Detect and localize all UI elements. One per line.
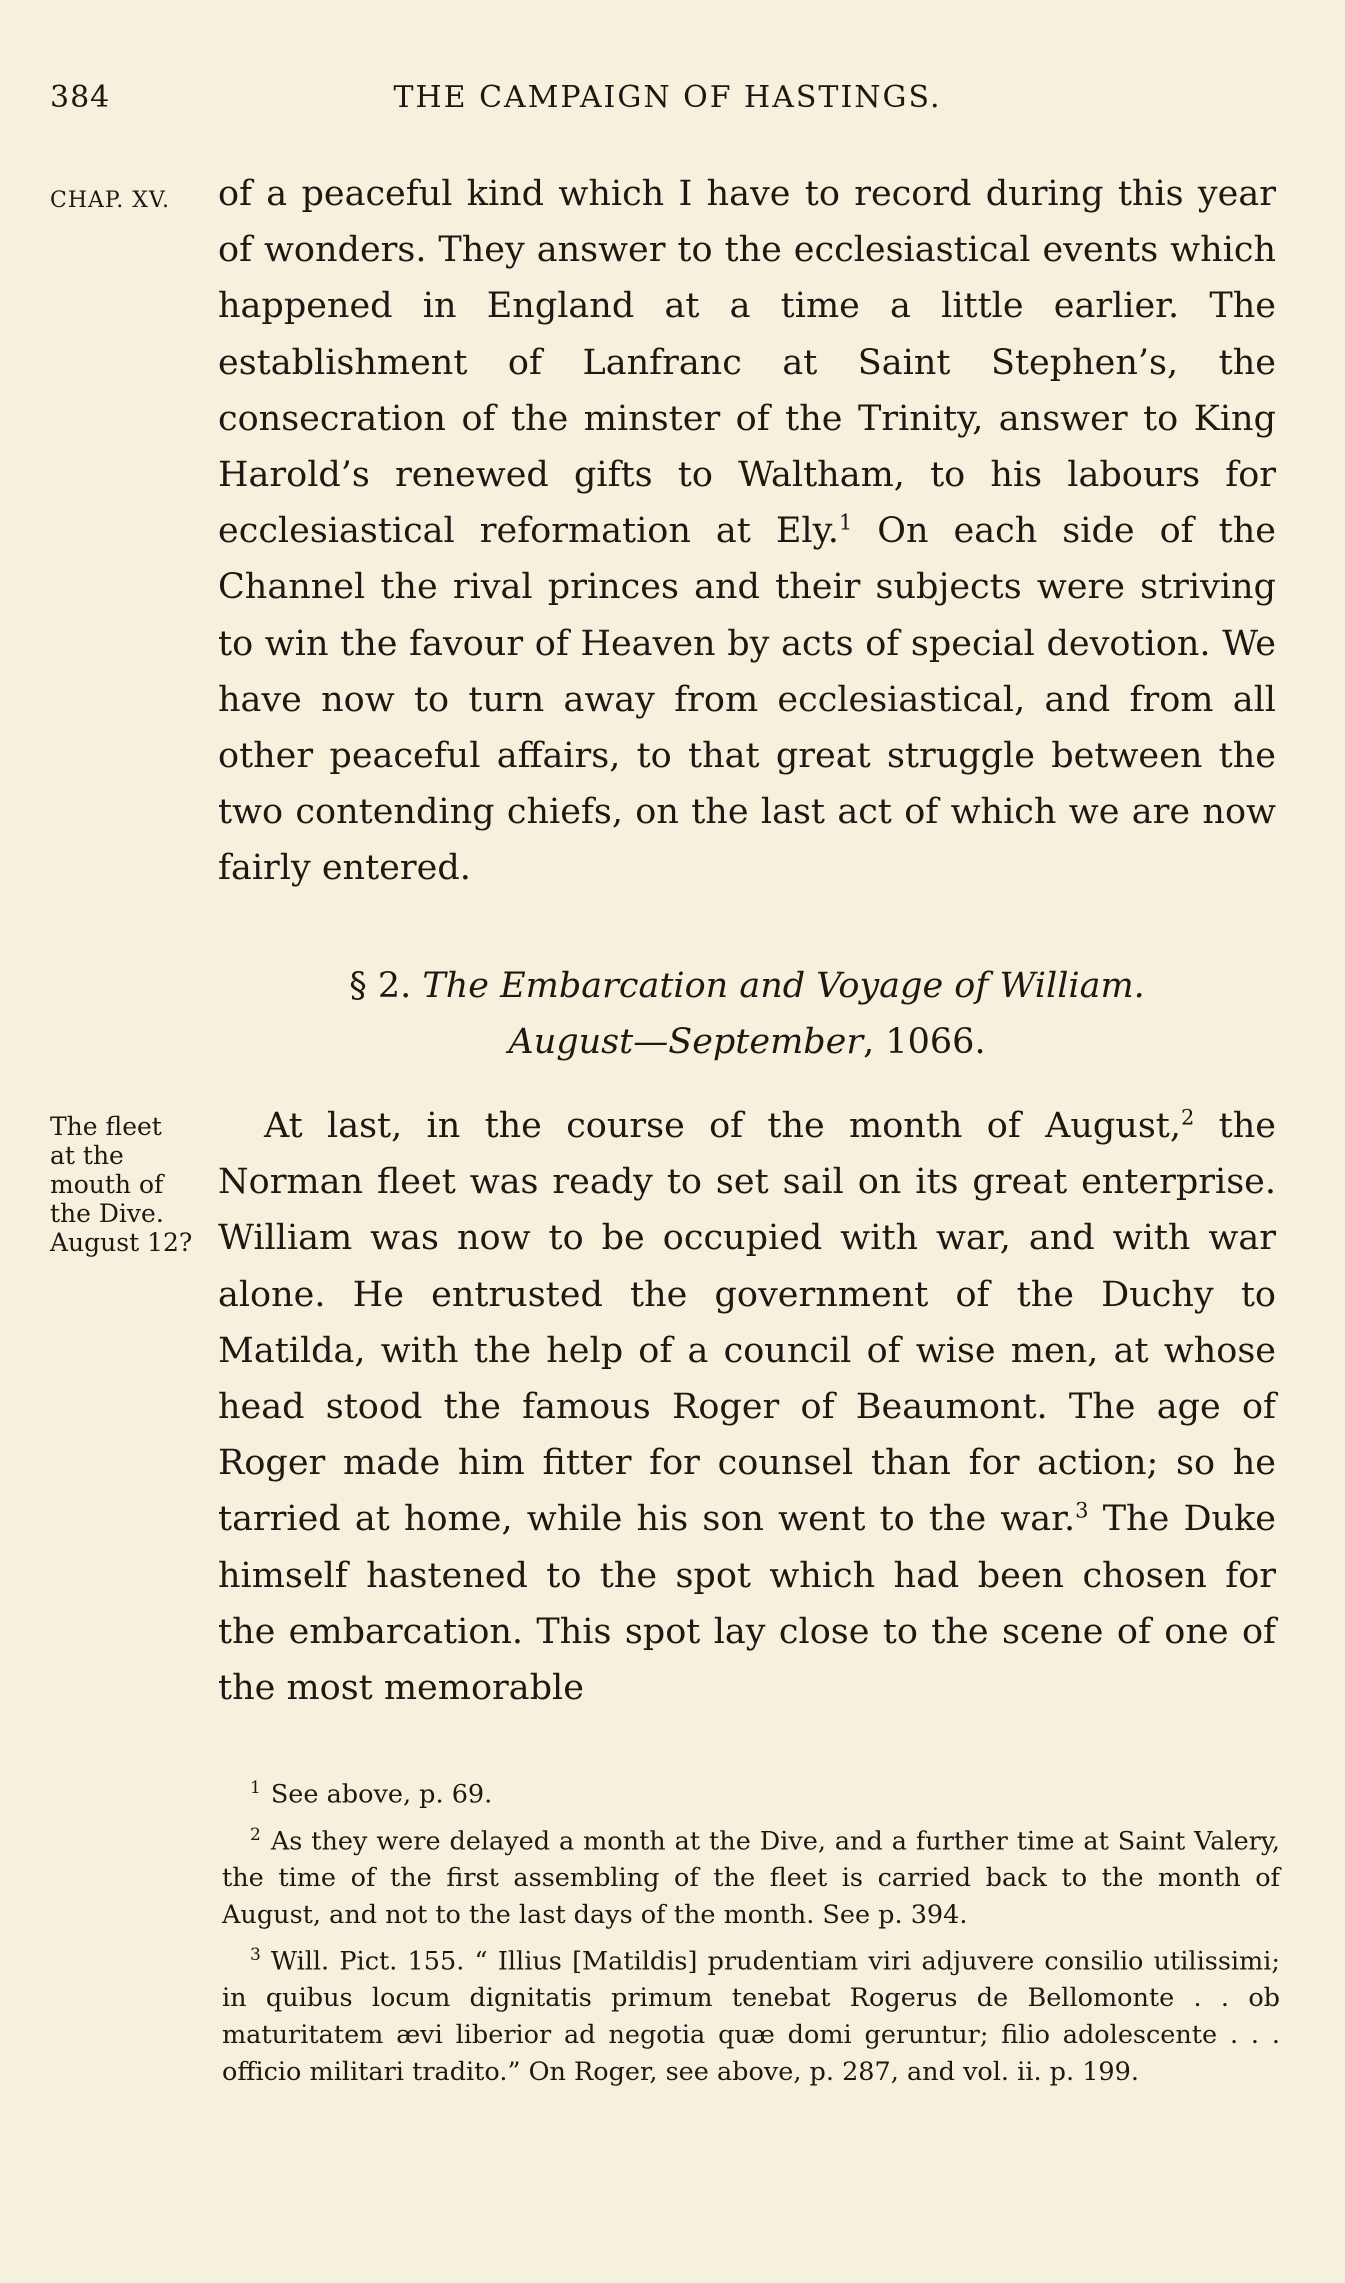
sidenote-line: The fleet [50, 1112, 162, 1141]
sidenote-line: mouth of [50, 1170, 164, 1199]
paragraph-1 [218, 166, 1276, 897]
footnote-1 [222, 1770, 1280, 1813]
footnotes [222, 1770, 1280, 2094]
footnote-ref-1: 1 [838, 510, 853, 535]
footnote-ref-3: 3 [1075, 1498, 1089, 1523]
paragraph-1-tail: On each side of the Channel the rival princes and their subjects were striving to win the favour of Heaven by acts of special devotion. We have now to turn away from ecclesiastical, and from all other peaceful affairs, to that great struggle between the two contending chiefs, on the last act of which we are now fairly entered. [218, 511, 1276, 889]
margin-sidenote [50, 1112, 210, 1257]
chapter-marker: CHAP. XV. [50, 188, 170, 213]
section-title: The Embarcation and Voyage of William. [422, 966, 1145, 1006]
section-title-line [218, 958, 1276, 1014]
paragraph-1-text: of a peaceful kind which I have to record during this year of wonders. They answer to the ecclesiastical events which happened in England at a time a little earlier. The establishment of Lanfranc at Saint Stephen’s, the consecration of the minster of the Trinity, answer to King Harold’s renewed gifts to Waltham, to his labours for ecclesiastical reformation at Ely. [218, 174, 1276, 552]
sidenote-line: the Dive. [50, 1199, 164, 1228]
running-title: THE CAMPAIGN OF HASTINGS. [393, 80, 942, 115]
page-header [50, 80, 1285, 130]
section-number: § 2. [349, 966, 412, 1006]
section-date-year: , 1066. [863, 1022, 986, 1062]
paragraph-2-text-b: the Norman fleet was ready to set sail on its great enterprise. William was now to be occupied with war, and with war alone. He entrusted the government of the Duchy to Matilda, with the help of a council of wise men, at whose head stood the famous Roger of Beaumont. The age of Roger made him fitter for counsel than for action; so he tarried at home, while his son went to the war. [218, 1106, 1276, 1540]
paragraph-2-text-c: The Duke himself hastened to the spot which had been chosen for the embarcation. This spot lay close to the scene of one of the most memorable [218, 1499, 1276, 1709]
footnote-text: Will. Pict. 155. “ Illius [Matildis] prudentiam viri adjuvere consilio utilissimi; in quibus locum dignitatis primum tenebat Rogerus de Bellomonte . . ob maturitatem ævi liberior ad negotia quæ domi geruntur; filio adolescente . . . officio militari tradito.” On Roger, see above, p. 287, and vol. ii. p. 199. [222, 1946, 1280, 2087]
paragraph-2-text-a: At last, in the course of the month of August, [264, 1106, 1181, 1146]
sidenote-line: at the [50, 1141, 124, 1170]
footnote-text: See above, p. 69. [270, 1779, 493, 1810]
sidenote-line: August 12? [50, 1228, 193, 1257]
footnote-3 [222, 1937, 1280, 2090]
section-heading [218, 958, 1276, 1070]
section-date-line [218, 1014, 1276, 1070]
page-number: 384 [50, 80, 111, 115]
footnote-mark: 3 [250, 1945, 261, 1966]
footnote-2 [222, 1817, 1280, 1933]
footnote-mark: 1 [250, 1778, 261, 1798]
paragraph-2 [218, 1098, 1276, 1716]
footnote-ref-2: 2 [1181, 1105, 1195, 1130]
section-date-months: August—September [508, 1022, 864, 1062]
footnote-text: As they were delayed a month at the Dive, and a further time at Saint Valery, the time of the first assembling of the fleet is carried back to the month of August, and not to the last days of the month. See p. 394. [222, 1826, 1280, 1930]
footnote-mark: 2 [250, 1825, 261, 1846]
